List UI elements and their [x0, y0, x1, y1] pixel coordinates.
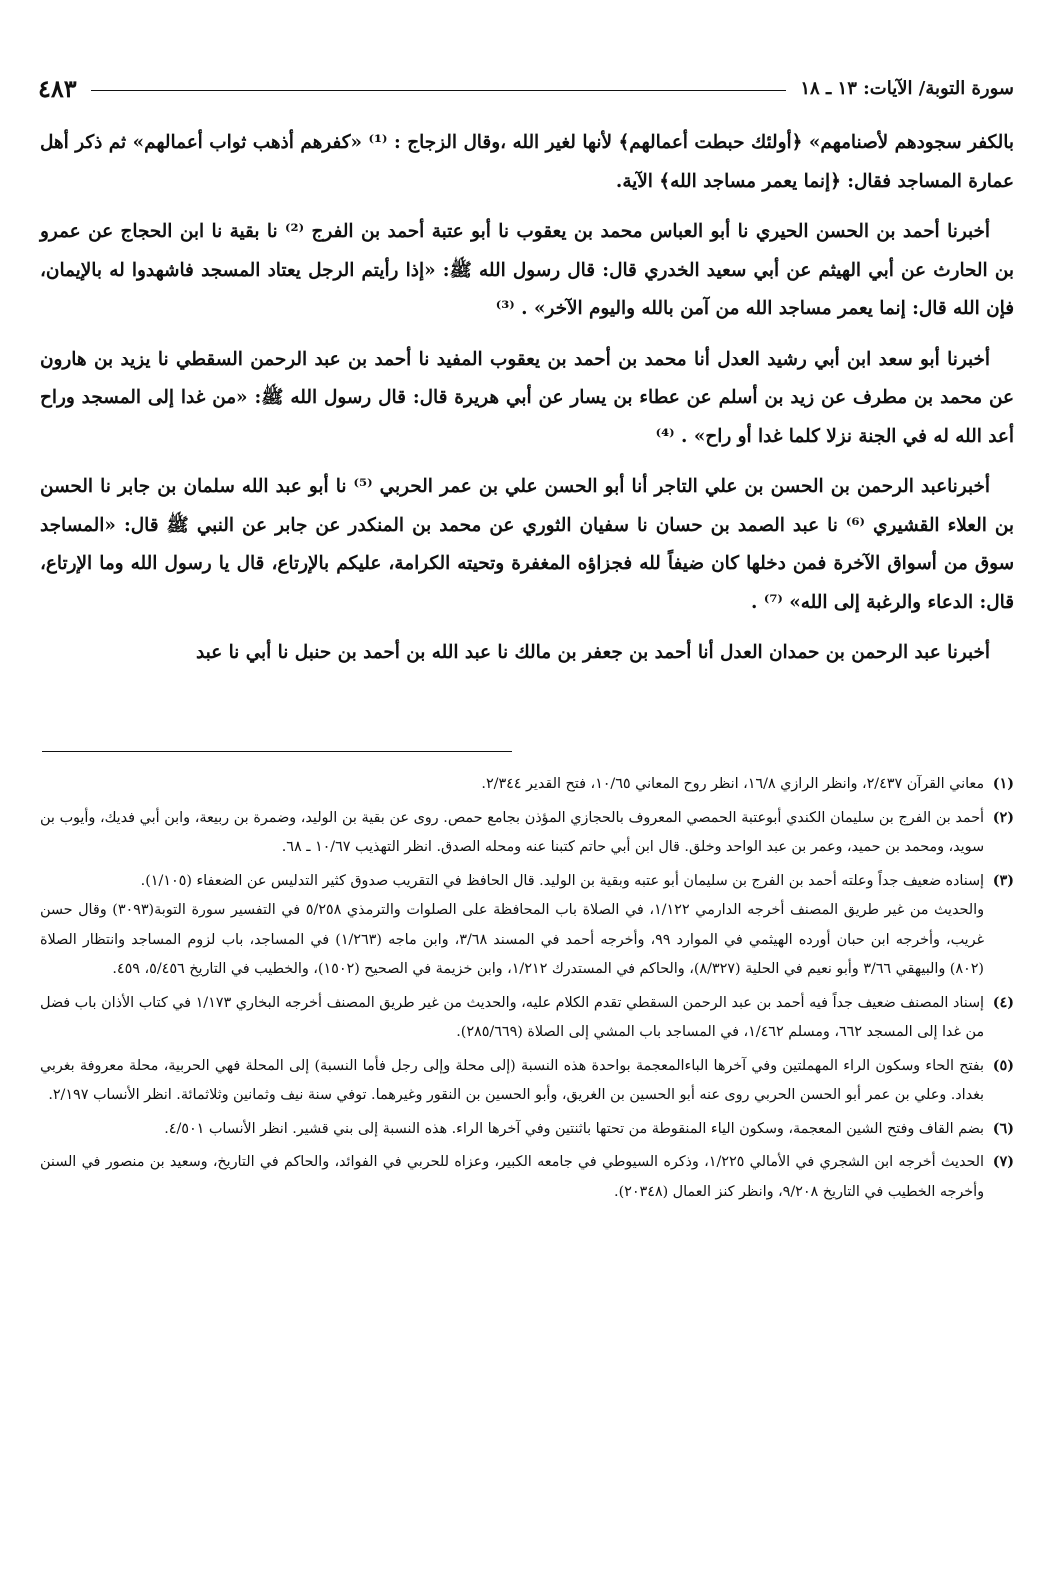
- running-head: سورة التوبة/ الآيات: ١٣ ـ ١٨: [800, 77, 1014, 99]
- footnote-number: (٧): [992, 1154, 1014, 1170]
- footnote-number: (٤): [992, 994, 1014, 1011]
- page-header: [38, 68, 1014, 108]
- footnote: [40, 1052, 1014, 1111]
- footnote-number: (٥): [992, 1057, 1014, 1074]
- footnote-text: إسناد المصنف ضعيف جداً فيه أحمد بن عبد الرحمن السقطي تقدم الكلام عليه، والحديث من غير طريق المصنف أخرجه البخاري ١/١٧٣ في كتاب الأذان باب فضل من غدا إلى المسجد ٦٦٢، ومسلم ١/٤٦٢، في المساجد باب المشي إلى الصلاة (٢٨٥/٦٦٩).: [40, 994, 984, 1040]
- footnote-text: والحديث من غير طريق المصنف أخرجه الدارمي ١/١٢٢، في الصلاة باب المحافظة على الصلوات والترمذي ٥/٢٥٨ في التفسير سورة التوبة(٣٠٩٣) وقال حسن غريب، وأخرجه ابن حبان أورده الهيثمي في الموارد ٩٩، وأخرجه أحمد في المسند ٣/٦٨، وابن ماجه (١/٢٦٣) في المساجد، باب لزوم المساجد وانتظار الصلاة (٨٠٢) والبيهقي ٣/٦٦ وأبو نعيم في الحلية (٨/٣٢٧)، والحاكم في المستدرك ١/٢١٢، وابن خزيمة في الصحيح (١٥٠٢)، والخطيب في التاريخ ٥/٤٥٦، ٤٥٩.: [40, 902, 984, 977]
- body-paragraph: أخبرنا أحمد بن الحسن الحيري نا أبو العباس محمد بن يعقوب نا أبو عتبة أحمد بن الفرج ⁽²⁾ نا بقية نا ابن الحجاج عن عمرو بن الحارث عن أبي الهيثم عن أبي سعيد الخدري قال: قال رسول الله ﷺ: «إذا رأيتم الرجل يعتاد المسجد فاشهدوا له بالإيمان، فإن الله قال: إنما يعمر مساجد الله من آمن بالله واليوم الآخر» . ⁽³⁾: [40, 221, 1014, 319]
- footnote: [40, 770, 1014, 800]
- footnote: [40, 1148, 1014, 1207]
- body-paragraph: أخبرناعبد الرحمن بن الحسن بن علي التاجر أنا أبو الحسن علي بن عمر الحربي ⁽⁵⁾ نا أبو عبد الله سلمان بن جابر نا الحسن بن العلاء القشيري ⁽⁶⁾ نا عبد الصمد بن حسان نا سفيان الثوري عن محمد بن المنكدر عن جابر عن النبي ﷺ قال: «المساجد سوق من أسواق الآخرة فمن دخلها كان ضيفاً لله فجزاؤه المغفرة وتحيته الكرامة، عليكم بالإرتاع، قال يا رسول الله وما الإرتاع، قال: الدعاء والرغبة إلى الله» ⁽⁷⁾ .: [40, 476, 1014, 613]
- footnote-number: (٦): [992, 1120, 1014, 1137]
- footnote-text: بفتح الحاء وسكون الراء المهملتين وفي آخرها الباءالمعجمة بواحدة هذه النسبة (إلى محلة وإلى رجل فأما النسبة) إلى المحلة فهي الحربية، محلة معروفة بغربي بغداد. وعلي بن عمر أبو الحسن الحربي روى عنه أبو الحسين بن الغريق، وأبو الحسين بن النقور وغيرهما. توفي سنة نيف وثمانين وثلاثمائة. انظر الأنساب ٢/١٩٧.: [40, 1057, 984, 1103]
- footnote-text: بضم القاف وفتح الشين المعجمة، وسكون الياء المنقوطة من تحتها باثنتين وفي آخرها الراء. هذه النسبة إلى بني قشير. انظر الأنساب ٤/٥٠١.: [164, 1120, 984, 1137]
- footnote: [40, 867, 1014, 985]
- footnote-text: أحمد بن الفرج بن سليمان الكندي أبوعتبة الحمصي المعروف بالحجازي المؤذن بجامع حمص. روى عن بقية بن الوليد، وضمرة بن ربيعة، وابن أبي فديك، وأيوب بن سويد، ومحمد بن حميد، وعمر بن عبد الواحد وخلق. قال ابن أبي حاتم كتبنا عنه ومحله الصدق. انظر التهذيب ١٠/٦٧ ـ ٦٨.: [40, 809, 985, 855]
- footnote-text: إسناده ضعيف جداً وعلته أحمد بن الفرج بن سليمان أبو عتبه وبقية بن الوليد. قال الحافظ في التقريب صدوق كثير التدليس عن الضعفاء (١/١٠٥).: [140, 872, 984, 889]
- main-text: [40, 124, 1014, 685]
- footnotes: [40, 770, 1014, 1211]
- footnote: [40, 1115, 1014, 1145]
- footnote-number: (٣): [992, 872, 1014, 889]
- footnote-text: الحديث أخرجه ابن الشجري في الأمالي ١/٢٢٥، وذكره السيوطي في جامعه الكبير، وعزاه للحربي في الفوائد، والحاكم في التاريخ، وسعيد بن منصور في السنن وأخرجه الخطيب في التاريخ ٩/٢٠٨، وانظر كنز العمال (٢٠٣٤٨).: [40, 1154, 984, 1200]
- body-paragraph: أخبرنا أبو سعد ابن أبي رشيد العدل أنا محمد بن أحمد بن يعقوب المفيد نا أحمد بن عبد الرحمن السقطي نا يزيد بن هارون عن محمد بن مطرف عن زيد بن أسلم عن عطاء بن يسار عن أبي هريرة قال: قال رسول الله ﷺ: «من غدا إلى المسجد وراح أعد الله له في الجنة نزلا كلما غدا أو راح» . ⁽⁴⁾: [40, 348, 1014, 447]
- footnote-separator: [42, 751, 512, 752]
- footnote: [40, 804, 1014, 863]
- body-paragraph: أخبرنا عبد الرحمن بن حمدان العدل أنا أحمد بن جعفر بن مالك نا عبد الله بن أحمد بن حنبل نا أبي نا عبد: [196, 642, 990, 663]
- header-rule: [91, 90, 787, 91]
- footnote: [40, 989, 1014, 1048]
- body-paragraph: بالكفر سجودهم لأصنامهم» ﴿أولئك حبطت أعمالهم﴾ لأنها لغير الله ،وقال الزجاج : ⁽¹⁾ «كفرهم أذهب ثواب أعمالهم» ثم ذكر أهل عمارة المساجد فقال: ﴿إنما يعمر مساجد الله﴾ الآية.: [40, 132, 1014, 192]
- footnote-text: معاني القرآن ٢/٤٣٧، وانظر الرازي ١٦/٨، انظر روح المعاني ١٠/٦٥، فتح القدير ٢/٣٤٤.: [481, 776, 984, 792]
- page-number: ٤٨٣: [38, 73, 77, 103]
- footnote-number: (١): [992, 776, 1014, 792]
- footnote-number: (٢): [992, 809, 1014, 826]
